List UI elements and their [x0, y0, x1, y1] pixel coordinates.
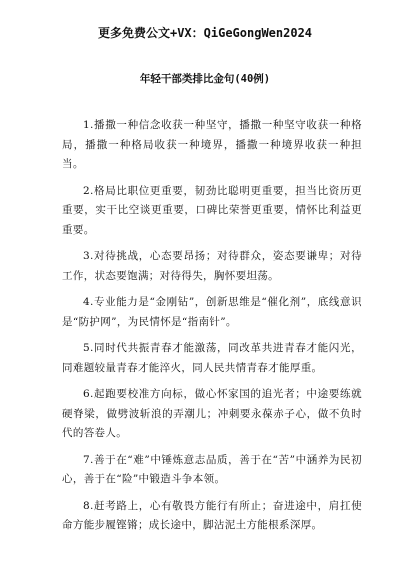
paragraph-7: 7.善于在“难”中锤炼意志品质，善于在“苦”中涵养为民初心，善于在“险”中锻造斗争本领。	[62, 453, 362, 485]
paragraph-6: 6.起跑要校准方向标，做心怀家国的追光者；中途要练就硬脊梁，做劈波斩浪的弄潮儿；冲刺要永葆赤子心，做不负时代的答卷人。	[62, 388, 362, 439]
document-title: 年轻干部类排比金句(40例)	[139, 73, 271, 85]
document-body	[62, 116, 362, 543]
paragraph-3: 3.对待挑战，心态要昂扬；对待群众，姿态要谦卑；对待工作，状态要饱满；对待得失，胸怀要坦荡。	[62, 250, 362, 282]
paragraph-8: 8.赶考路上，心有敬畏方能行有所止；奋进途中，肩扛使命方能步履铿锵；成长途中，脚沾泥土方能根系深厚。	[62, 499, 362, 531]
paragraph-4: 4.专业能力是“金刚钻”，创新思维是“催化剂”，底线意识是“防护网”，为民情怀是“指南针”。	[62, 296, 362, 328]
paragraph-1: 1.播撒一种信念收获一种坚守，播撒一种坚守收获一种格局，播撒一种格局收获一种境界，播撒一种境界收获一种担当。	[62, 119, 362, 170]
header-watermark-text: 更多免费公文+VX：QiGeGongWen2024	[97, 26, 313, 40]
paragraph-5: 5.同时代共振青春才能激荡，同改革共进青春才能闪光，同难题较量青春才能淬火，同人民共情青春才能厚重。	[62, 342, 362, 374]
paragraph-2: 2.格局比职位更重要，韧劲比聪明更重要，担当比资历更重要，实干比空谈更重要，口碑比荣誉更重要，情怀比利益更重要。	[62, 184, 362, 236]
